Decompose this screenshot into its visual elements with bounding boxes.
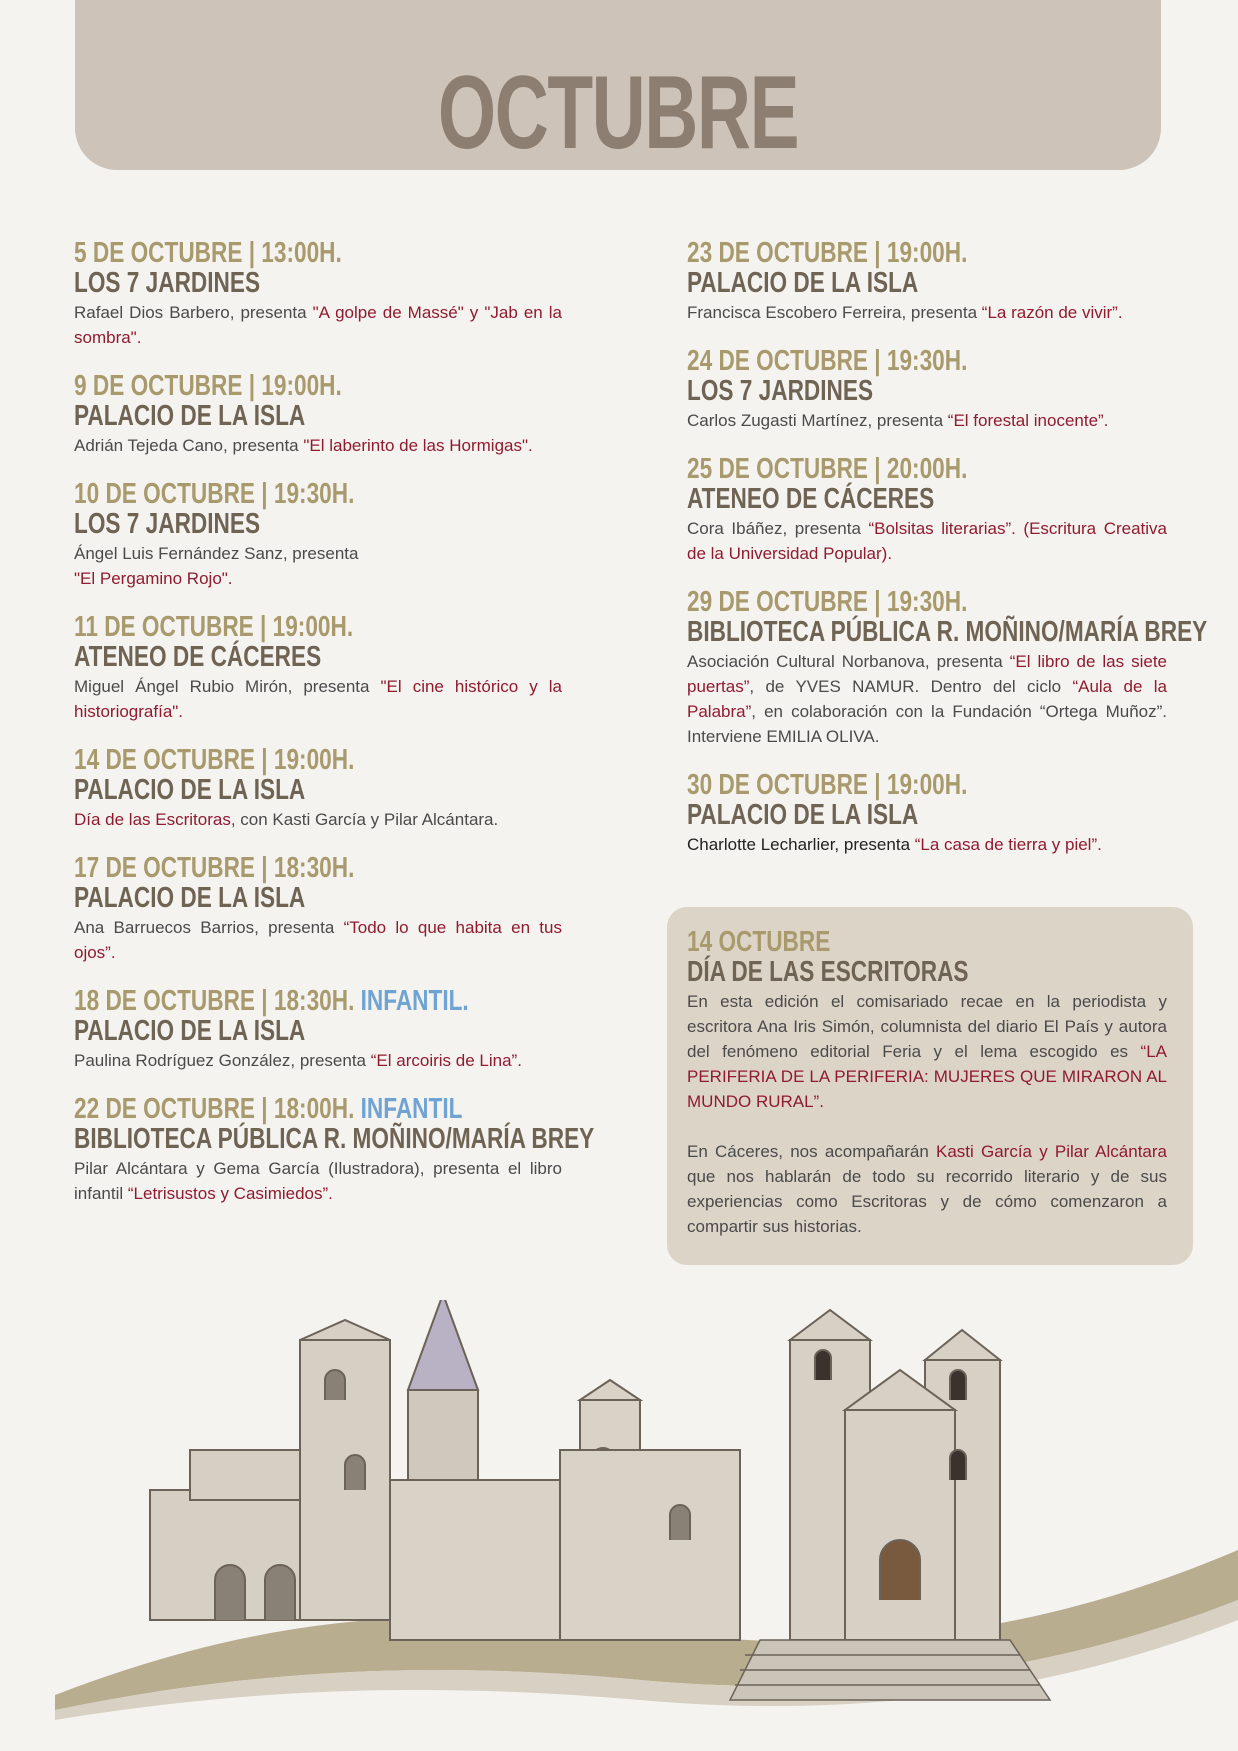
events-column-left: [74, 237, 595, 1227]
highlight-text: "El laberinto de las Hormigas".: [303, 436, 533, 455]
body-text: , de YVES NAMUR. Dentro del ciclo: [749, 677, 1073, 696]
event-date: [74, 479, 455, 509]
event-date: [74, 371, 455, 401]
event-date: [687, 238, 1061, 268]
event-date: [74, 612, 455, 642]
event-item: [74, 745, 562, 832]
body-text: Ana Barruecos Barrios, presenta: [74, 918, 344, 937]
event-description: [74, 674, 562, 724]
event-venue: PALACIO DE LA ISLA: [74, 882, 306, 914]
event-venue: LOS 7 JARDINES: [74, 508, 261, 540]
event-venue: LOS 7 JARDINES: [74, 267, 261, 299]
event-date: [687, 770, 1061, 800]
event-item: [74, 986, 562, 1073]
body-text: Asociación Cultural Norbanova, presenta: [687, 652, 1010, 671]
event-venue: BIBLIOTECA PÚBLICA R. MOÑINO/MARÍA BREY: [74, 1123, 595, 1155]
event-venue: PALACIO DE LA ISLA: [74, 400, 306, 432]
event-date: [74, 985, 469, 1017]
left-church: [150, 1320, 390, 1620]
event-date: [687, 454, 1061, 484]
event-description: [74, 915, 562, 965]
event-item: [687, 586, 1208, 749]
event-date: [74, 745, 455, 775]
header-banner: [75, 0, 1161, 170]
event-date-text: 29 DE OCTUBRE | 19:30H.: [687, 586, 968, 618]
event-item: [74, 1093, 595, 1206]
highlight-text: "El Pergamino Rojo".: [74, 569, 233, 588]
highlight-text: “El arcoiris de Lina”.: [370, 1051, 522, 1070]
caceres-skyline-illustration: [0, 1300, 1238, 1751]
body-text: Pilar Alcántara y Gema García (Ilustradora), presenta el libro infantil: [74, 1159, 562, 1203]
event-date-text: 9 DE OCTUBRE | 19:00H.: [74, 370, 342, 402]
event-item: [687, 454, 1167, 566]
highlight-text: "El cine histórico y la historiografía".: [74, 677, 563, 721]
highlight-text: “Bolsitas literarias”. (Escritura Creativa de la Universidad Popular).: [687, 519, 1167, 563]
highlight-text: “LA PERIFERIA DE LA PERIFERIA: MUJERES QUE MIRARON AL MUNDO RURAL”.: [687, 1042, 1167, 1111]
body-text: que nos hablarán de todo su recorrido literario y de sus experiencias como Escritoras y de cómo comenzaron a compartir sus historias.: [687, 1167, 1167, 1236]
event-item: [74, 238, 562, 350]
event-item: [687, 238, 1167, 325]
event-description: [74, 1156, 562, 1206]
feature-box: [667, 907, 1193, 1265]
event-item: [687, 346, 1167, 433]
infantil-tag: INFANTIL: [360, 1093, 463, 1125]
body-text: Francisca Escobero Ferreira, presenta: [687, 303, 982, 322]
body-text: , en colaboración con la Fundación “Ortega Muñoz”. Interviene EMILIA OLIVA.: [687, 702, 1167, 746]
body-text: Adrián Tejeda Cano, presenta: [74, 436, 304, 455]
event-description: [74, 300, 562, 350]
event-date: [74, 853, 455, 883]
highlight-text: “Aula de la Palabra”: [687, 677, 1168, 721]
body-text: Cora Ibáñez, presenta: [687, 519, 869, 538]
events-column-right: [687, 237, 1208, 878]
event-description: [687, 832, 1167, 857]
event-venue: PALACIO DE LA ISLA: [74, 774, 306, 806]
event-item: [74, 371, 562, 458]
event-venue: PALACIO DE LA ISLA: [74, 1015, 306, 1047]
highlight-text: “Todo lo que habita en tus ojos”.: [74, 918, 562, 962]
infantil-tag: INFANTIL.: [360, 985, 469, 1017]
event-item: [687, 770, 1167, 857]
event-description: [687, 300, 1167, 325]
feature-paragraph-2: [687, 1139, 1167, 1239]
event-description: [74, 1048, 562, 1073]
body-text: Ángel Luis Fernández Sanz, presenta: [74, 544, 359, 563]
event-description: [687, 649, 1167, 749]
event-date-text: 11 DE OCTUBRE | 19:00H.: [74, 611, 354, 643]
event-date-text: 10 DE OCTUBRE | 19:30H.: [74, 478, 355, 510]
feature-title: DÍA DE LAS ESCRITORAS: [687, 956, 969, 988]
event-venue: ATENEO DE CÁCERES: [687, 483, 935, 515]
body-text: Paulina Rodríguez González, presenta: [74, 1051, 371, 1070]
body-text: Charlotte Lecharlier, presenta: [687, 835, 915, 854]
event-venue: ATENEO DE CÁCERES: [74, 641, 322, 673]
highlight-text: “La casa de tierra y piel”.: [914, 835, 1102, 854]
event-date-text: 22 DE OCTUBRE | 18:00H.: [74, 1093, 361, 1125]
event-venue: LOS 7 JARDINES: [687, 375, 874, 407]
page-title: OCTUBRE: [437, 55, 799, 171]
highlight-text: Día de las Escritoras: [74, 810, 231, 829]
body-text: En esta edición el comisariado recae en la periodista y escritora Ana Iris Simón, columnista del diario El País y autora del fenómeno editorial Feria y el lema escogido es: [687, 992, 1167, 1061]
event-item: [74, 853, 562, 965]
event-date: [74, 1093, 463, 1125]
event-venue: PALACIO DE LA ISLA: [687, 799, 919, 831]
event-date-text: 17 DE OCTUBRE | 18:30H.: [74, 852, 355, 884]
event-date-text: 5 DE OCTUBRE | 13:00H.: [74, 237, 342, 269]
event-date-text: 18 DE OCTUBRE | 18:30H.: [74, 985, 361, 1017]
body-text: Miguel Ángel Rubio Mirón, presenta: [74, 677, 381, 696]
event-description: [687, 516, 1167, 566]
event-date: [687, 587, 1061, 617]
highlight-text: “Letrisustos y Casimiedos”.: [127, 1184, 333, 1203]
body-text: Rafael Dios Barbero, presenta: [74, 303, 313, 322]
feature-date: 14 OCTUBRE: [687, 926, 831, 958]
highlight-text: “El libro de las siete puertas”: [687, 652, 1168, 696]
body-text: Carlos Zugasti Martínez, presenta: [687, 411, 948, 430]
body-text: En Cáceres, nos acompañarán: [687, 1142, 936, 1161]
event-item: [74, 479, 562, 591]
event-venue: BIBLIOTECA PÚBLICA R. MOÑINO/MARÍA BREY: [687, 616, 1208, 648]
event-date-text: 14 DE OCTUBRE | 19:00H.: [74, 744, 355, 776]
event-description: [74, 433, 562, 458]
feature-paragraph-1: [687, 989, 1167, 1114]
event-date-text: 25 DE OCTUBRE | 20:00H.: [687, 453, 968, 485]
event-date: [74, 238, 455, 268]
event-description: [74, 541, 562, 591]
highlight-text: “La razón de vivir”.: [981, 303, 1123, 322]
event-date: [687, 346, 1061, 376]
event-date-text: 24 DE OCTUBRE | 19:30H.: [687, 345, 968, 377]
body-text: , con Kasti García y Pilar Alcántara.: [230, 810, 499, 829]
event-description: [687, 408, 1167, 433]
stairs: [730, 1640, 1050, 1700]
event-date-text: 30 DE OCTUBRE | 19:00H.: [687, 769, 968, 801]
event-item: [74, 612, 562, 724]
highlight-text: "A golpe de Massé" y "Jab en la sombra".: [74, 303, 562, 347]
event-date-text: 23 DE OCTUBRE | 19:00H.: [687, 237, 968, 269]
right-cathedral: [790, 1310, 1000, 1640]
event-description: [74, 807, 562, 832]
highlight-text: “El forestal inocente”.: [947, 411, 1109, 430]
highlight-text: Kasti García y Pilar Alcántara: [936, 1142, 1167, 1161]
event-venue: PALACIO DE LA ISLA: [687, 267, 919, 299]
